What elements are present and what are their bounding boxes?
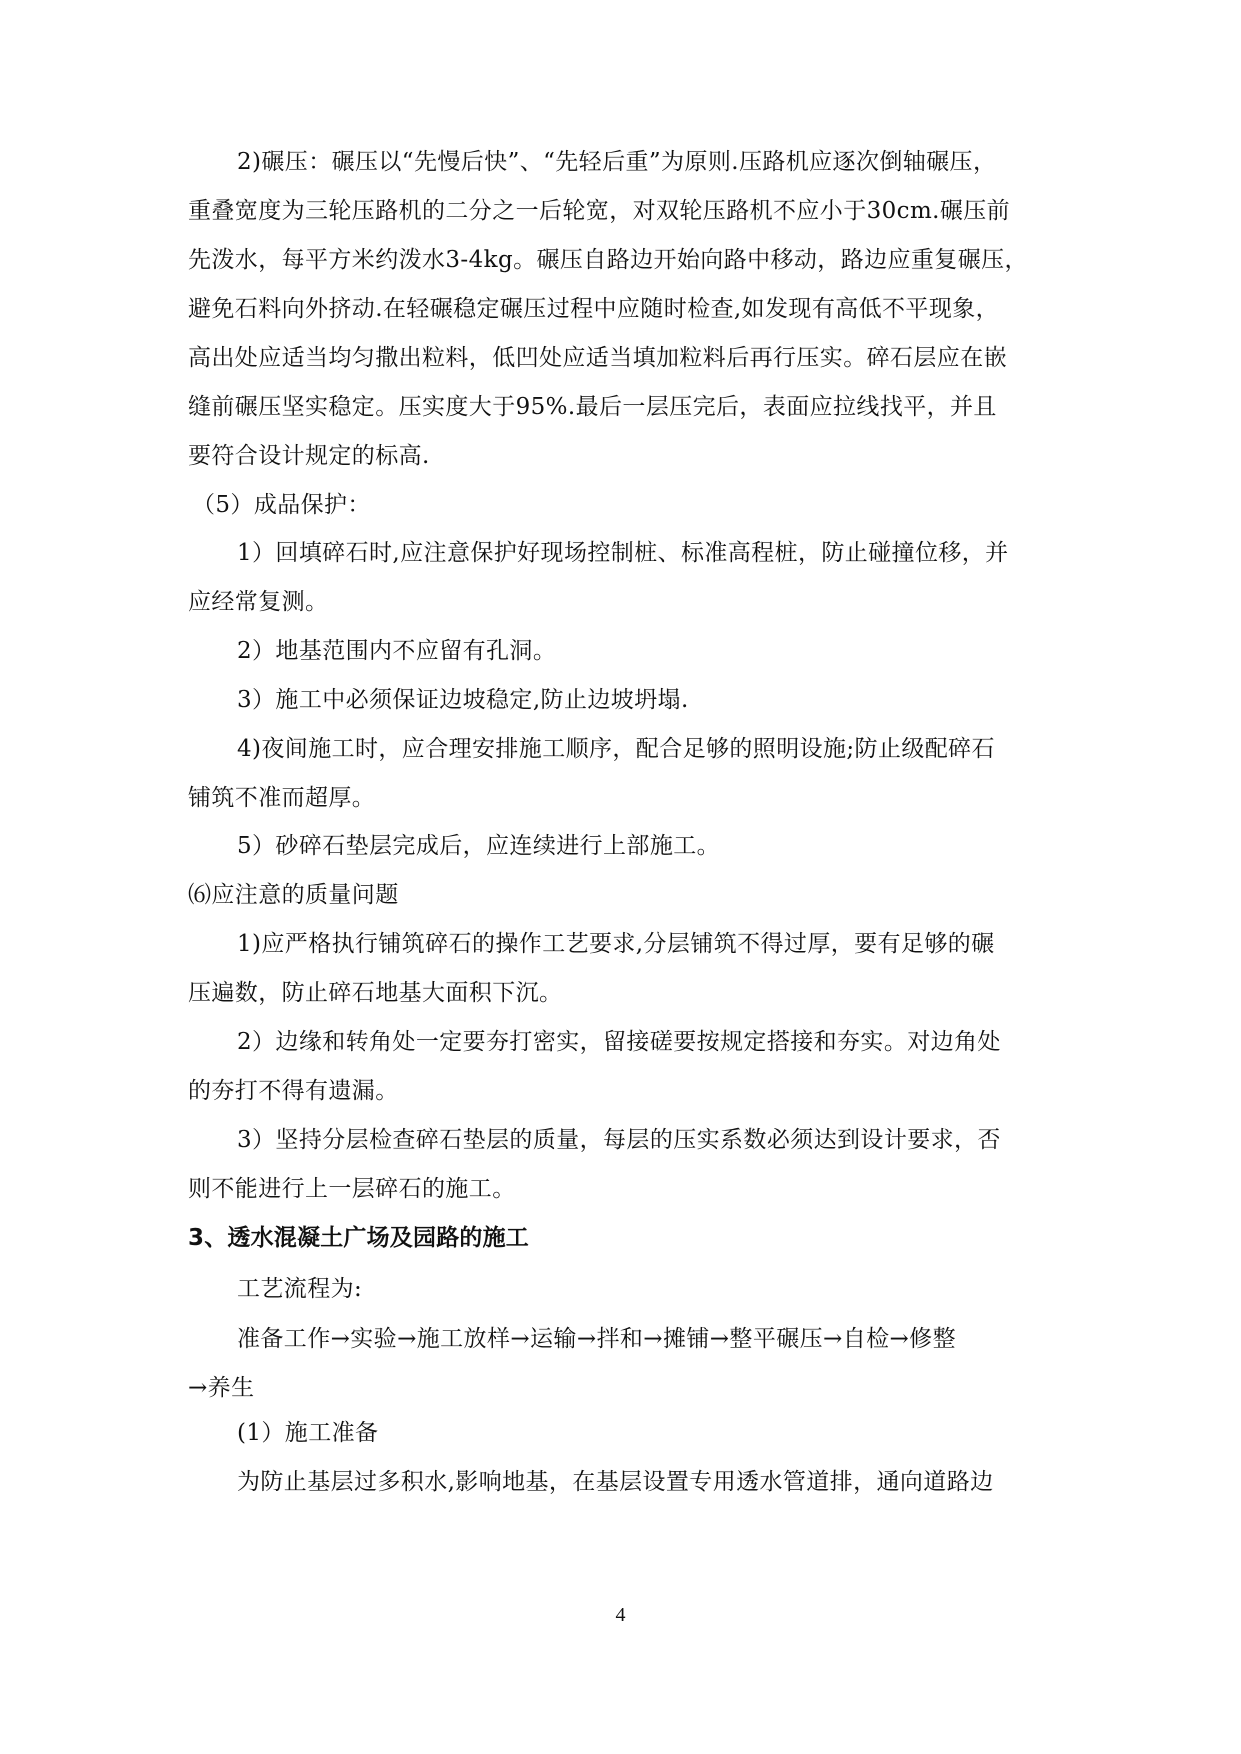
text-line: 的夯打不得有遗漏。 xyxy=(188,1078,399,1104)
section-heading: ⑹应注意的质量问题 xyxy=(188,882,399,908)
text-line: 缝前碾压坚实稳定。压实度大于95%.最后一层压完后，表面应拉线找平，并且 xyxy=(188,394,997,420)
subsection-heading: (1）施工准备 xyxy=(237,1420,379,1446)
text-line: 准备工作→实验→施工放样→运输→拌和→摊铺→整平碾压→自检→修整 xyxy=(237,1326,956,1352)
text-line: 压遍数，防止碎石地基大面积下沉。 xyxy=(188,980,563,1006)
text-line: 避免石料向外挤动.在轻碾稳定碾压过程中应随时检查,如发现有高低不平现象， xyxy=(188,296,1000,322)
text-line: 1)应严格执行铺筑碎石的操作工艺要求,分层铺筑不得过厚，要有足够的碾 xyxy=(237,931,995,957)
text-line: →养生 xyxy=(188,1375,255,1401)
text-line: 应经常复测。 xyxy=(188,589,329,615)
text-line: 要符合设计规定的标高. xyxy=(188,443,430,469)
text-line: 为防止基层过多积水,影响地基，在基层设置专用透水管道排，通向道路边 xyxy=(237,1469,994,1495)
text-line: 工艺流程为: xyxy=(237,1276,363,1302)
text-line: 重叠宽度为三轮压路机的二分之一后轮宽，对双轮压路机不应小于30cm.碾压前 xyxy=(188,198,1011,224)
section-title: 3、透水混凝土广场及园路的施工 xyxy=(188,1225,530,1251)
text-line: 则不能进行上一层碎石的施工。 xyxy=(188,1176,516,1202)
text-line: 2）地基范围内不应留有孔洞。 xyxy=(237,638,557,664)
text-line: 高出处应适当均匀撒出粒料，低凹处应适当填加粒料后再行压实。碎石层应在嵌 xyxy=(188,345,1007,371)
page-number: 4 xyxy=(615,1604,626,1626)
text-line: 2)碾压：碾压以“先慢后快”、“先轻后重”为原则.压路机应逐次倒轴碾压， xyxy=(237,149,997,175)
text-line: 3）施工中必须保证边坡稳定,防止边坡坍塌. xyxy=(237,687,689,713)
text-line: 1）回填碎石时,应注意保护好现场控制桩、标准高程桩，防止碰撞位移，并 xyxy=(237,540,1009,566)
text-line: 4)夜间施工时，应合理安排施工顺序，配合足够的照明设施;防止级配碎石 xyxy=(237,736,995,762)
text-line: 先泼水，每平方米约泼水3-4kg。碾压自路边开始向路中移动，路边应重复碾压， xyxy=(188,247,1028,273)
text-line: 3）坚持分层检查碎石垫层的质量，每层的压实系数必须达到设计要求，否 xyxy=(237,1127,1001,1153)
text-line: 2）边缘和转角处一定要夯打密实，留接磋要按规定搭接和夯实。对边角处 xyxy=(237,1029,1001,1055)
section-heading: （5）成品保护： xyxy=(192,492,371,518)
text-line: 铺筑不准而超厚。 xyxy=(188,785,376,811)
text-line: 5）砂碎石垫层完成后，应连续进行上部施工。 xyxy=(237,833,721,859)
